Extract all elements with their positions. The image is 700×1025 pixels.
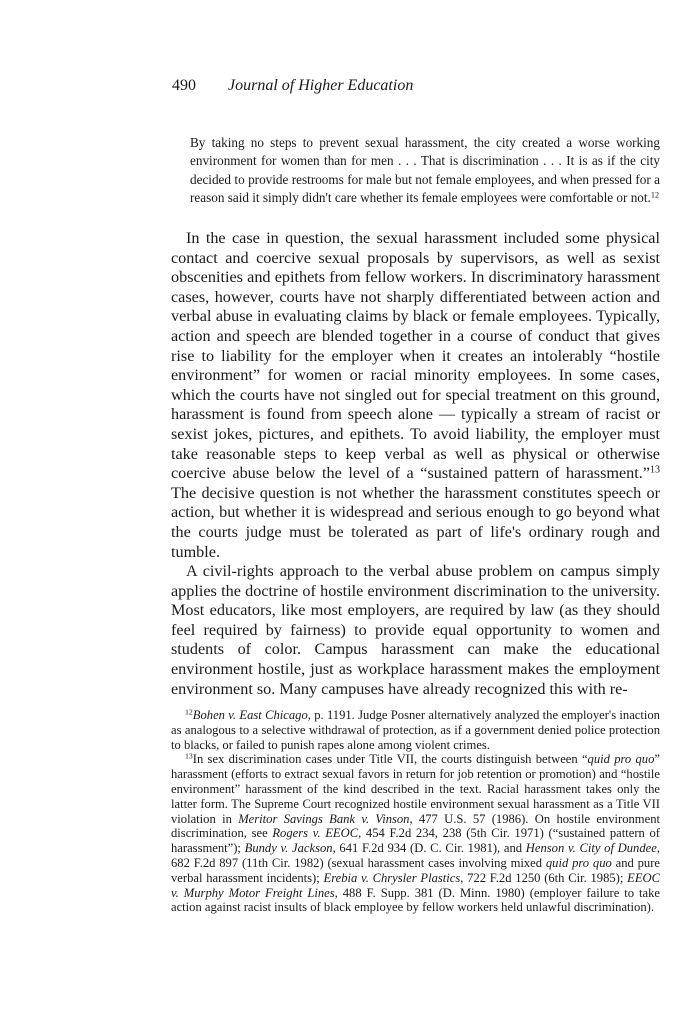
footnote-13-italic: quid pro quo [587,752,655,767]
footnote-13-case: Meritor Savings Bank v. Vinson [238,811,410,826]
paragraph-2 [171,562,660,699]
footnote-13-italic: quid pro quo [545,855,612,870]
journal-title: Journal of Higher Education [228,77,414,94]
block-quote [190,134,660,208]
footnote-13 [171,752,660,915]
footnote-13-case: Bundy v. Jackson [244,841,333,856]
footnote-13-text: , 488 F. Supp. 381 (D. Minn. 1980) (employer failure to take action against racist insults of black employee by fellow workers held unlawful discrimination). [171,885,660,915]
page-number: 490 [172,77,196,94]
footnote-13-number: 13 [185,752,193,762]
footnote-12-number: 12 [185,707,193,717]
body-text [171,229,660,699]
footnote-13-text: , 722 F.2d 1250 (6th Cir. 1985); [460,870,628,885]
footnote-13-case: Henson v. City of Dundee [525,841,657,856]
footnote-13-text: In sex discrimination cases under Title VII, the courts distinguish between “ [192,752,588,767]
footnote-13-text: ” harassment (efforts to extract sexual favors in return for job retention or promotion) and “hostile environment” harassment of the kind described in the text. Racial harassment takes only the latter form. The Supreme Court recognized hostile environment sexual harassment as a Title VII violation in [171,752,660,826]
footnote-13-case: Rogers v. EEOC [272,826,359,841]
footnote-13-text: , 454 F.2d 234, 238 (5th Cir. 1971) (“sustained pattern of harassment”); [171,826,660,856]
paragraph-2-text: A civil-rights approach to the verbal abuse problem on campus simply applies the doctrine of hostile environment discrimination to the university. Most educators, like most employers, are required by law (as they should feel required by fairness) to provide equal opportunity to women and students of color. Campus harassment can make the educational environment hostile, just as workplace harassment makes the employment environment so. Many campuses have already recognized this with re- [171,562,660,698]
paragraph-1 [171,229,660,562]
paragraph-1-text-a: In the case in question, the sexual harassment included some physical contact and coercive sexual proposals by supervisors, as well as sexist obscenities and epithets from fellow workers. In discriminatory harassment cases, however, courts have not sharply differentiated between action and verbal abuse in evaluating claims by black or female employees. Typically, action and speech are blended together in a course of conduct that gives rise to liability for the employer when it creates an intolerably “hostile environment” for women or racial minority employees. In some cases, which the courts have not singled out for special treatment on this ground, harassment is found from speech alone — typically a stream of racist or sexist jokes, pictures, and epithets. To avoid liability, the employer must take reasonable steps to keep verbal as well as physical or otherwise coercive abuse below the level of a “sustained pattern of harassment.” [171,229,660,483]
running-header [172,76,642,96]
block-quote-text: By taking no steps to prevent sexual harassment, the city created a worse working environment for women than for men . . . That is discrimination . . . It is as if the city decided to provide restrooms for male but not female employees, and when pressed for a reason said it simply didn't care whether its female employees were comfortable or not. [190,135,660,206]
footnote-13-case: EEOC v. Murphy Motor Freight Lines [171,870,661,900]
footnote-13-text: , 477 U.S. 57 (1986). On hostile environment discrimination, see [171,811,660,841]
footnote-13-text: and pure verbal harassment incidents); [171,855,661,885]
footnotes [171,708,660,915]
footnote-13-text: , 641 F.2d 934 (D. C. Cir. 1981), and [332,841,526,856]
footnote-13-text: , 682 F.2d 897 (11th Cir. 1982) (sexual harassment cases involving mixed [171,841,660,870]
paragraph-1-text-b: The decisive question is not whether the harassment constitutes speech or action, but whether it is widespread and serious enough to go beyond what the courts judge must be tolerated as part of life's ordinary rough and tumble. [171,483,660,561]
footnote-ref-13: 13 [649,464,660,476]
footnote-12-case: Bohen v. East Chicago [192,708,308,722]
footnote-13-case: Erebia v. Chrysler Plastics [323,870,461,885]
footnote-ref-12: 12 [650,190,660,200]
footnote-12-text: , p. 1191. Judge Posner alternatively analyzed the employer's inaction as analogous to a selective withdrawal of protection, as if a government denied police protection to blacks, or failed to punish rapes alone among violent crimes. [171,708,660,752]
footnote-12 [171,708,660,752]
